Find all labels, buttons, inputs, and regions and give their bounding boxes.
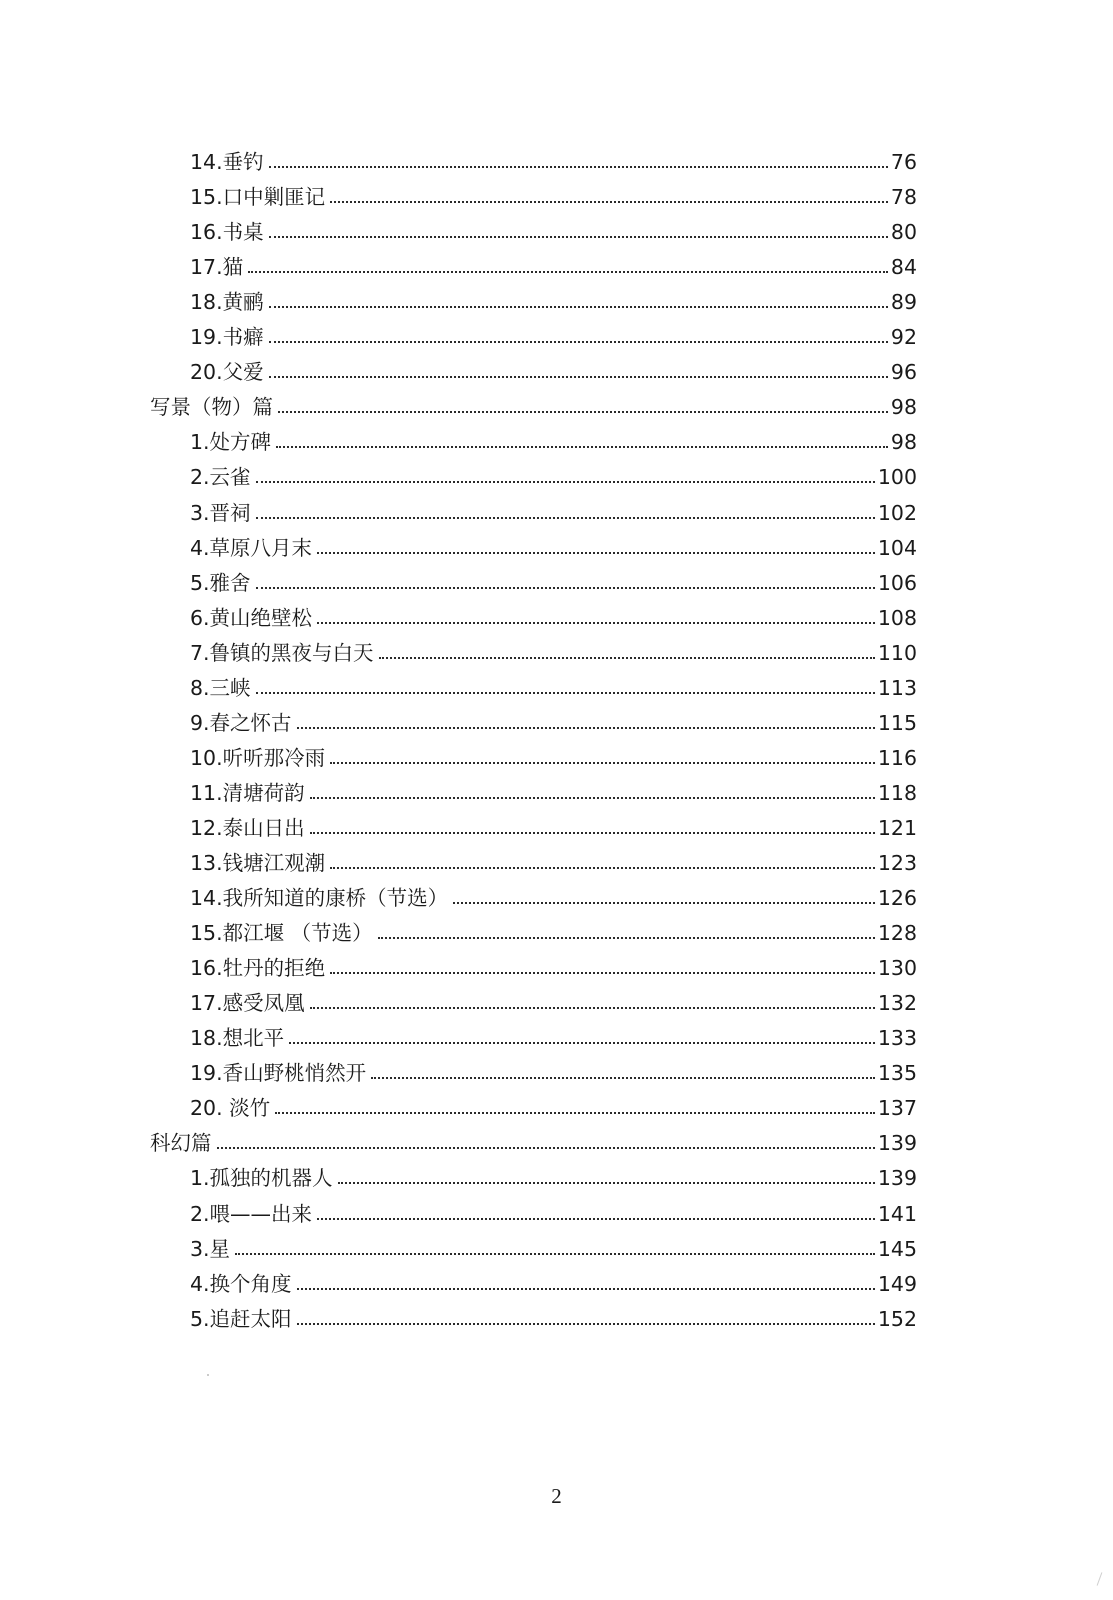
toc-entry-page: 139	[877, 1131, 917, 1156]
toc-dot-leader	[379, 638, 875, 668]
toc-entry-title: 12.泰山日出	[190, 815, 305, 840]
toc-entry-title: 19.书癖	[190, 325, 264, 350]
toc-entry-page: 80	[890, 220, 917, 245]
toc-entry-page: 118	[877, 780, 917, 805]
toc-entry-title: 15.都江堰 （节选）	[190, 921, 373, 946]
toc-entry[interactable]	[190, 322, 917, 352]
toc-entry[interactable]	[190, 603, 917, 633]
toc-dot-leader	[256, 498, 875, 528]
toc-entry[interactable]	[190, 147, 917, 177]
toc-entry-page: 100	[877, 465, 917, 490]
toc-dot-leader	[317, 1199, 875, 1229]
toc-entry-title: 2.喂——出来	[190, 1201, 313, 1226]
toc-dot-leader	[378, 918, 875, 948]
toc-entry-title: 16.书桌	[190, 220, 264, 245]
toc-entry[interactable]	[190, 462, 917, 492]
toc-entry-page: 149	[877, 1271, 917, 1296]
toc-entry-title: 3.晋祠	[190, 500, 251, 525]
toc-dot-leader	[310, 778, 875, 808]
toc-dot-leader	[297, 1269, 875, 1299]
toc-entry[interactable]	[190, 813, 917, 843]
toc-entry-page: 92	[890, 325, 917, 350]
toc-entry-page: 102	[877, 500, 917, 525]
toc-entry-page: 98	[890, 430, 917, 455]
toc-dot-leader	[453, 883, 875, 913]
toc-entry-title: 9.春之怀古	[190, 710, 292, 735]
toc-dot-leader	[269, 217, 888, 247]
toc-entry[interactable]	[190, 182, 917, 212]
toc-dot-leader	[235, 1234, 875, 1264]
toc-entry-page: 152	[877, 1306, 917, 1331]
toc-entry[interactable]	[190, 1093, 917, 1123]
toc-entry[interactable]	[190, 533, 917, 563]
toc-entry-title: 14.我所知道的康桥（节选）	[190, 886, 449, 911]
toc-dot-leader	[317, 603, 875, 633]
page-number: 2	[551, 1484, 562, 1508]
toc-entry[interactable]	[190, 252, 917, 282]
toc-entry-title: 8.三峡	[190, 675, 251, 700]
toc-entry-page: 141	[877, 1201, 917, 1226]
toc-section-entry[interactable]	[150, 1128, 917, 1158]
toc-dot-leader	[330, 953, 875, 983]
toc-entry-page: 89	[890, 290, 917, 315]
toc-entry-page: 123	[877, 851, 917, 875]
toc-entry-title: 18.想北平	[190, 1026, 285, 1051]
toc-entry[interactable]	[190, 988, 917, 1018]
toc-dot-leader	[310, 988, 875, 1018]
toc-entry[interactable]	[190, 498, 917, 528]
toc-entry-title: 5.追赶太阳	[190, 1306, 292, 1331]
toc-entry-title: 6.黄山绝壁松	[190, 605, 313, 630]
toc-entry-page: 110	[877, 640, 917, 665]
toc-entry-page: 135	[877, 1061, 917, 1086]
toc-dot-leader	[297, 708, 875, 738]
toc-dot-leader	[256, 568, 875, 598]
toc-dot-leader	[289, 1023, 875, 1053]
toc-dot-leader	[310, 813, 875, 843]
toc-entry-title: 11.清塘荷韵	[190, 780, 305, 805]
toc-entry[interactable]	[190, 1058, 917, 1088]
toc-entry[interactable]	[190, 778, 917, 808]
scan-speck	[207, 1374, 209, 1376]
toc-entry[interactable]	[190, 743, 917, 773]
toc-entry[interactable]	[190, 918, 917, 948]
toc-entry-page: 126	[877, 886, 917, 911]
toc-dot-leader	[330, 743, 875, 773]
toc-dot-leader	[297, 1304, 875, 1334]
toc-entry-title: 17.猫	[190, 255, 244, 280]
toc-dot-leader	[371, 1058, 875, 1088]
toc-entry-title: 2.云雀	[190, 465, 251, 490]
toc-entry-page: 132	[877, 991, 917, 1016]
toc-entry-title: 7.鲁镇的黑夜与白天	[190, 640, 374, 665]
toc-entry-title: 20. 淡竹	[190, 1096, 271, 1121]
toc-entry[interactable]	[190, 1163, 917, 1193]
toc-dot-leader	[256, 462, 875, 492]
toc-entry-page: 98	[890, 395, 917, 420]
toc-section-entry[interactable]	[150, 392, 917, 422]
toc-entry-page: 104	[877, 535, 917, 560]
toc-entry[interactable]	[190, 638, 917, 668]
toc-entry-title: 1.处方碑	[190, 430, 272, 455]
toc-entry-title: 13.钱塘江观潮	[190, 851, 326, 875]
toc-dot-leader	[248, 252, 888, 282]
toc-dot-leader	[317, 533, 875, 563]
toc-entry[interactable]	[190, 1199, 917, 1229]
toc-dot-leader	[269, 147, 888, 177]
toc-entry-page: 133	[877, 1026, 917, 1051]
toc-entry[interactable]	[190, 217, 917, 247]
toc-entry-page: 128	[877, 921, 917, 946]
toc-entry[interactable]	[190, 848, 917, 878]
toc-entry[interactable]	[190, 357, 917, 387]
toc-entry-title: 5.雅舍	[190, 570, 251, 595]
toc-entry-page: 130	[877, 956, 917, 981]
toc-dot-leader	[256, 673, 875, 703]
toc-dot-leader	[269, 322, 888, 352]
toc-entry-title: 1.孤独的机器人	[190, 1166, 333, 1191]
toc-dot-leader	[276, 427, 888, 457]
toc-entry-page: 145	[877, 1236, 917, 1261]
toc-entry[interactable]	[190, 568, 917, 598]
toc-entry-title: 10.听听那冷雨	[190, 745, 326, 770]
toc-entry-page: 139	[877, 1166, 917, 1191]
toc-entry-page: 115	[877, 710, 917, 735]
toc-entry-page: 116	[877, 745, 917, 770]
toc-entry[interactable]	[190, 427, 917, 457]
toc-entry-title: 18.黄鹂	[190, 290, 264, 315]
toc-entry[interactable]	[190, 1269, 917, 1299]
toc-entry-title: 3.星	[190, 1236, 231, 1261]
toc-entry-title: 16.牡丹的拒绝	[190, 956, 326, 981]
toc-entry-page: 121	[877, 815, 917, 840]
toc-entry[interactable]	[190, 1234, 917, 1264]
toc-entry[interactable]	[190, 1023, 917, 1053]
toc-dot-leader	[269, 287, 888, 317]
toc-entry-title: 14.垂钓	[190, 150, 264, 174]
toc-entry-title: 15.口中剿匪记	[190, 185, 326, 210]
toc-entry-page: 137	[877, 1096, 917, 1121]
toc-entry-title: 4.草原八月末	[190, 535, 313, 560]
toc-dot-leader	[278, 392, 888, 422]
toc-entry[interactable]	[190, 953, 917, 983]
toc-dot-leader	[269, 357, 888, 387]
toc-entry-title: 4.换个角度	[190, 1271, 292, 1296]
toc-dot-leader	[275, 1093, 875, 1123]
toc-entry-page: 108	[877, 605, 917, 630]
toc-entry-page: 96	[890, 360, 917, 385]
toc-dot-leader	[217, 1128, 875, 1158]
toc-entry[interactable]	[190, 287, 917, 317]
toc-dot-leader	[330, 182, 888, 212]
toc-entry-page: 84	[890, 255, 917, 280]
toc-entry[interactable]	[190, 673, 917, 703]
toc-entry-page: 78	[890, 185, 917, 210]
toc-entry[interactable]	[190, 1304, 917, 1334]
toc-entry-title: 19.香山野桃悄然开	[190, 1061, 367, 1086]
toc-entry[interactable]	[190, 708, 917, 738]
toc-entry[interactable]	[190, 883, 917, 913]
toc-dot-leader	[338, 1163, 875, 1193]
toc-entry-page: 113	[877, 675, 917, 700]
toc-entry-title: 17.感受凤凰	[190, 991, 305, 1016]
toc-entry-page: 106	[877, 570, 917, 595]
toc-entry-page: 76	[890, 150, 917, 174]
toc-entry-title: 20.父爱	[190, 360, 264, 385]
toc-dot-leader	[330, 848, 875, 878]
toc-entry-title: 写景（物）篇	[150, 395, 273, 420]
toc-entry-title: 科幻篇	[150, 1131, 212, 1156]
scan-edge-mark	[1097, 1572, 1103, 1585]
